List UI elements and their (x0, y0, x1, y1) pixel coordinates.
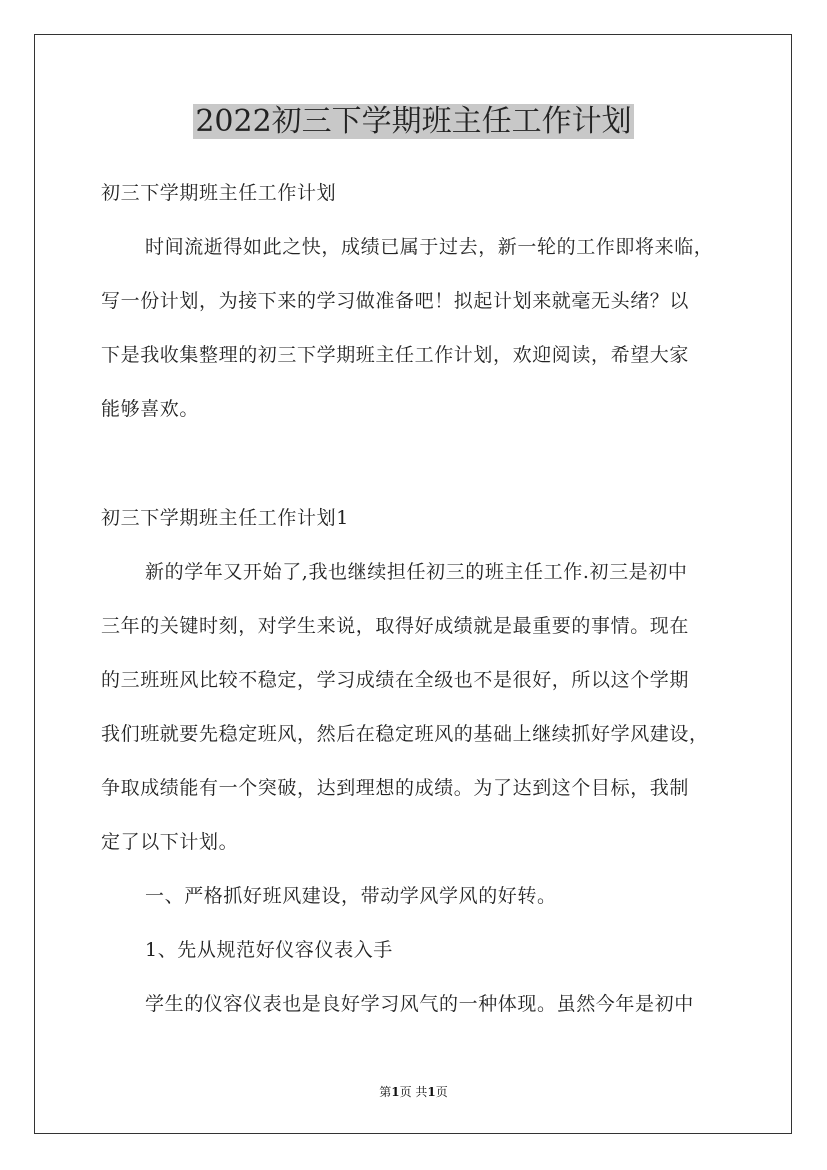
page-footer: 第1页 共1页 (379, 1085, 448, 1099)
current-page-number: 1 (391, 1085, 400, 1099)
subheading: 1、先从规范好仪容仪表入手 (145, 939, 393, 961)
paragraph-line: 的三班班风比较不稳定，学习成绩在全级也不是很好，所以这个学期 (101, 669, 690, 691)
paragraph-line: 新的学年又开始了,我也继续担任初三的班主任工作.初三是初中 (145, 561, 688, 583)
total-page-number: 1 (427, 1085, 436, 1099)
paragraph-line: 时间流逝得如此之快，成绩已属于过去，新一轮的工作即将来临， (145, 236, 714, 258)
document-title: 2022初三下学期班主任工作计划 (195, 104, 632, 139)
paragraph-line: 能够喜欢。 (101, 398, 200, 420)
paragraph-line: 学生的仪容仪表也是良好学习风气的一种体现。虽然今年是初中 (145, 993, 694, 1015)
section-heading: 初三下学期班主任工作计划1 (101, 507, 349, 529)
paragraph-line: 定了以下计划。 (101, 831, 239, 853)
paragraph-line: 下是我收集整理的初三下学期班主任工作计划，欢迎阅读，希望大家 (101, 344, 690, 366)
paragraph-line: 我们班就要先稳定班风，然后在稳定班风的基础上继续抓好学风建设， (101, 723, 709, 745)
subheading: 一、严格抓好班风建设，带动学风学风的好转。 (145, 885, 557, 907)
paragraph-line: 争取成绩能有一个突破，达到理想的成绩。为了达到这个目标，我制 (101, 777, 690, 799)
paragraph-line: 写一份计划，为接下来的学习做准备吧！拟起计划来就毫无头绪？以 (101, 290, 690, 312)
paragraph-line: 三年的关键时刻，对学生来说，取得好成绩就是最重要的事情。现在 (101, 615, 690, 637)
section-heading: 初三下学期班主任工作计划 (101, 182, 337, 204)
